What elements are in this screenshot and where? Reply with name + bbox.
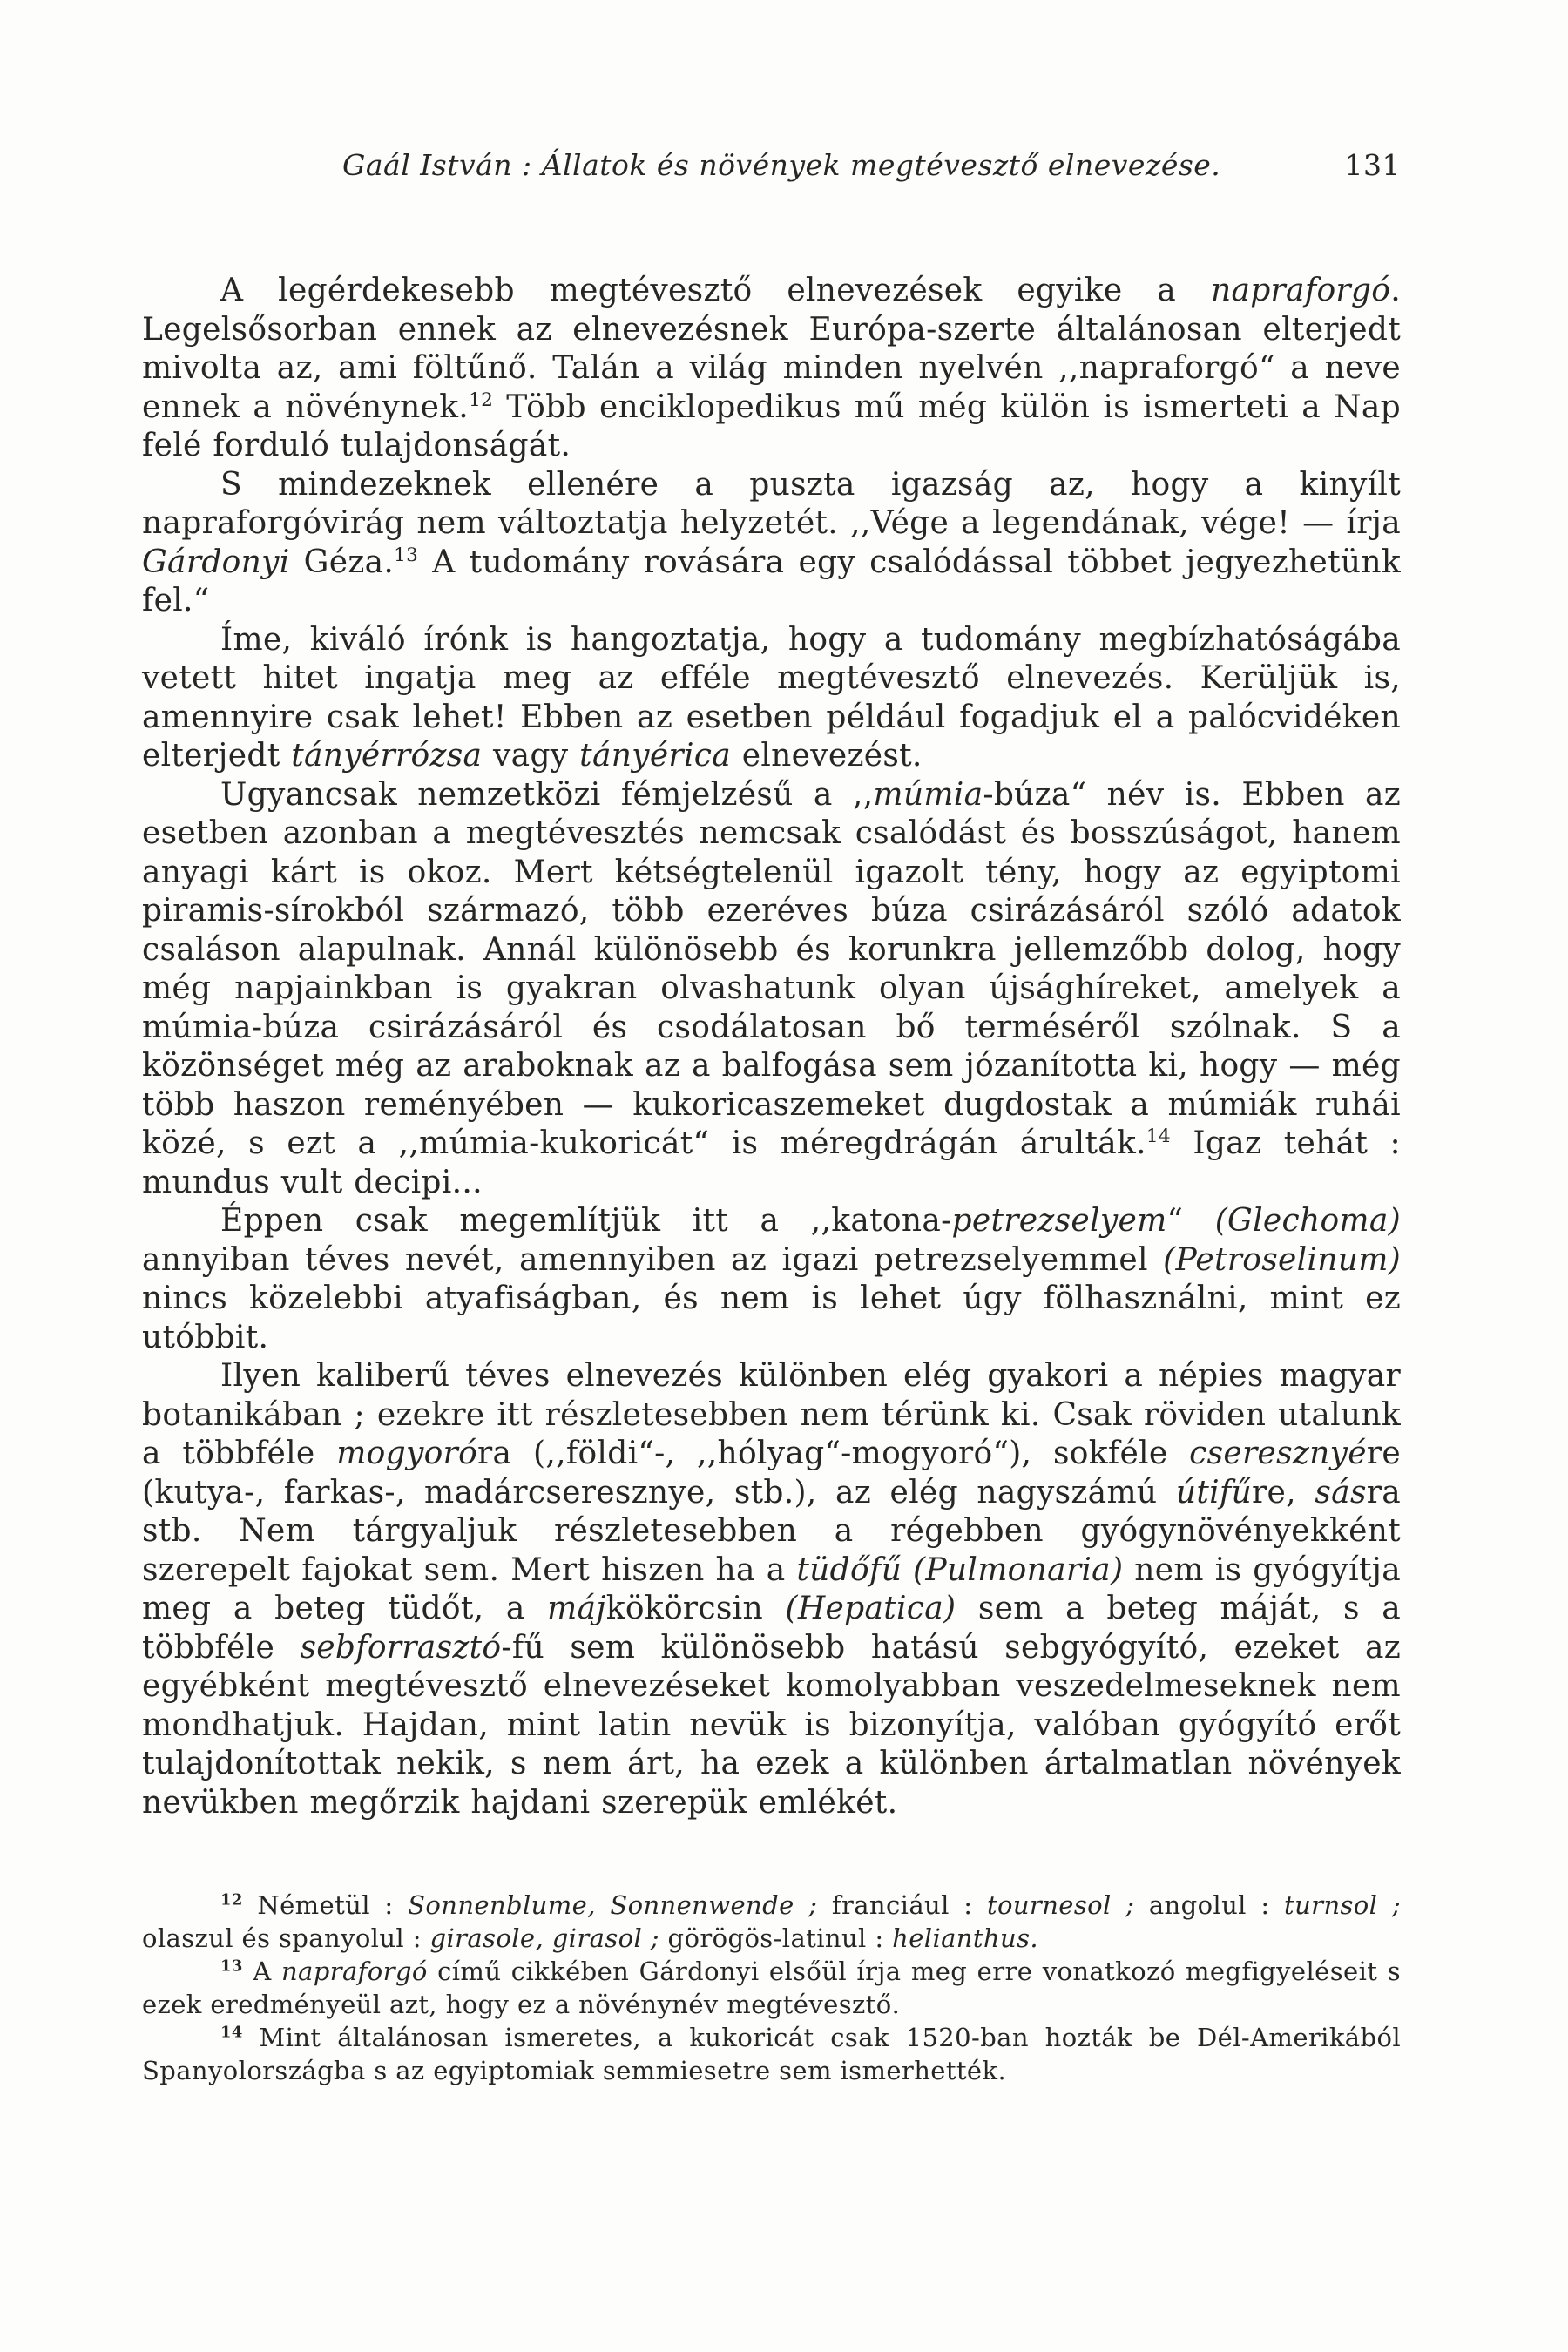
italic-term: Sonnenblume, Sonnenwende ; [408, 1890, 818, 1920]
text-run: olaszul és spanyolul : [142, 1923, 430, 1953]
text-run: -fű sem különösebb hatású sebgyógyító, ezeket az egyébként megtévesztő elnevezéseket komolyabban veszedelmeseknek nem mondhatjuk. Hajdan, mint latin nevük is bizonyítja, valóban gyógyító erőt tulajdonítottak nekik, s nem árt, ha ezek a különben ártalmatlan növények nevükben megőrzik hajdani szerepük emlékét. [142, 1629, 1401, 1821]
text-run: re, [1252, 1474, 1315, 1511]
text-run: ra stb. Nem tárgyaljuk részletesebben a régebben gyógynövényekként szerepelt fajokat sem. Mert hiszen ha a [142, 1474, 1401, 1588]
text-run: elnevezést. [730, 738, 923, 774]
paragraph [142, 1357, 1401, 1822]
text-run: annyiban téves nevét, amennyiben az igazi petrezselyemmel [142, 1241, 1164, 1278]
text-run: Ilyen kaliberű téves elnevezés különben elég gyakori a népies magyar botanikában ; ezekre itt részletesebben nem térünk ki. Csak röviden utalunk a többféle [142, 1358, 1401, 1471]
footnote-reference: 13 [394, 544, 419, 566]
text-run: vagy [482, 738, 580, 774]
text-run: című cikkében Gárdonyi elsőül írja meg erre vonatkozó megfigyeléseit s ezek eredményeül azt, hogy ez a növénynév megtévesztő. [142, 1957, 1401, 2019]
italic-term: tányérica [579, 738, 731, 774]
italic-term: (Hepatica) [785, 1591, 956, 1626]
footnote [142, 2021, 1401, 2087]
text-run: re (kutya-, farkas-, madárcseresznye, stb.), az elég nagyszámú [142, 1436, 1401, 1511]
text-run: Ugyancsak nemzetközi fémjelzésű a ,, [220, 776, 874, 813]
text-run: kökörcsin [605, 1591, 786, 1626]
italic-term: máj [547, 1591, 606, 1626]
text-run: A [242, 1957, 281, 1986]
italic-term: mogyoró [336, 1436, 478, 1471]
footnote-reference: 14 [1146, 1125, 1171, 1147]
footnote [142, 1889, 1401, 1955]
page-number: 131 [1344, 148, 1401, 182]
text-run: Németül : [242, 1890, 409, 1920]
text-run: franciául : [817, 1890, 987, 1920]
text-run: A tudomány rovására egy csalódással többet jegyezhetünk fel.“ [142, 544, 1401, 618]
paragraph [142, 466, 1401, 621]
italic-term: (Petroselinum) [1163, 1241, 1401, 1278]
italic-term: (Glechoma) [1214, 1203, 1401, 1239]
text-run: görögös-latinul : [659, 1923, 893, 1953]
italic-term: útifű [1175, 1474, 1253, 1511]
text-run: Több enciklopedikus mű még külön is ismerteti a Nap felé forduló tulajdonságát. [142, 389, 1401, 463]
italic-term: tournesol ; [986, 1890, 1135, 1920]
italic-term: cseresznyé [1189, 1436, 1367, 1471]
text-run: Géza. [289, 544, 395, 580]
italic-term: tányérrózsa [291, 738, 483, 774]
footnotes [142, 1889, 1401, 2087]
italic-term: Gárdonyi [142, 544, 290, 580]
paragraph [142, 272, 1401, 466]
paragraph [142, 621, 1401, 776]
italic-term: sás [1315, 1474, 1367, 1511]
text-run: Íme, kiváló írónk is hangoztatja, hogy a tudomány megbízhatóságába vetett hitet ingatja meg az efféle megtévesztő elnevezés. Kerüljük is, amennyire csak lehet! Ebben az esetben például fogadjuk el a palócvidéken elterjedt [142, 621, 1401, 774]
footnote-number: 13 [220, 1957, 243, 1976]
running-title: Gaál István : Állatok és növények megtévesztő elnevezése. [342, 148, 1221, 182]
text-run: S mindezeknek ellenére a puszta igazság az, hogy a kinyílt napraforgóvirág nem változtatja helyzetét. ,,Vége a legendának, vége! — írja [142, 466, 1401, 541]
italic-term: sebforrasztó [300, 1629, 502, 1666]
italic-term: turnsol ; [1284, 1890, 1402, 1920]
text-run: . Legelsősorban ennek az elnevezésnek Európa-szerte általánosan elterjedt mivolta az, ami föltűnő. Talán a világ minden nyelvén ,,napraforgó“ a neve ennek a növénynek. [142, 273, 1401, 425]
italic-term: girasole, girasol ; [429, 1923, 659, 1953]
paragraph [142, 776, 1401, 1203]
footnote [142, 1955, 1401, 2021]
italic-term: napraforgó [1210, 273, 1391, 308]
text-run: “ [1166, 1203, 1215, 1239]
text-run: nincs közelebbi atyafiságban, és nem is lehet úgy fölhasználni, mint ez utóbbit. [142, 1281, 1401, 1355]
footnote-number: 14 [220, 2023, 243, 2042]
text-run: sem a beteg máját, s a többféle [142, 1591, 1401, 1666]
italic-term: tüdőfű (Pulmonaria) [796, 1551, 1124, 1588]
text-run: angolul : [1134, 1890, 1285, 1920]
text-run: ra (,,földi“-, ,,hólyag“-mogyoró“), sokféle [477, 1436, 1190, 1471]
paragraph [142, 1202, 1401, 1357]
footnote-reference: 12 [469, 389, 494, 411]
text-run: Mint általánosan ismeretes, a kukoricát csak 1520-ban hozták be Dél-Amerikából Spanyolországba s az egyiptomiak semmiesetre sem ismerhették. [142, 2023, 1401, 2085]
text-run: A legérdekesebb megtévesztő elnevezések egyike a [220, 273, 1211, 308]
body-text [142, 272, 1401, 1822]
text-run: Éppen csak megemlítjük itt a ,,katona- [220, 1203, 952, 1239]
italic-term: múmia [873, 776, 983, 813]
text-run: -búza“ név is. Ebben az esetben azonban a megtévesztés nemcsak csalódást és bosszúságot, hanem anyagi kárt is okoz. Mert kétségtelenül igazolt tény, hogy az egyiptomi piramis-sírokból származó, több ezeréves búza csirázásáról szóló adatok csaláson alapulnak. Annál különösebb és korunkra jellemzőbb dolog, hogy még napjainkban is gyakran olvashatunk olyan újsághíreket, amelyek a múmia-búza csirázásáról és csodálatosan bő terméséről szólnak. S a közönséget még az araboknak az a balfogása sem józanította ki, hogy — még több haszon reményében — kukoricaszemeket dugdostak a múmiák ruhái közé, s ezt a ,,múmia-kukoricát“ is méregdrágán árulták. [142, 776, 1401, 1161]
text-run: Igaz tehát : mundus vult decipi... [142, 1125, 1401, 1200]
text-run: nem is gyógyítja meg a beteg tüdőt, a [142, 1551, 1401, 1626]
italic-term: napraforgó [280, 1957, 428, 1986]
italic-term: helianthus. [892, 1923, 1038, 1953]
footnote-number: 12 [220, 1890, 243, 1909]
italic-term: petrezselyem [951, 1203, 1167, 1239]
running-header [142, 148, 1401, 192]
